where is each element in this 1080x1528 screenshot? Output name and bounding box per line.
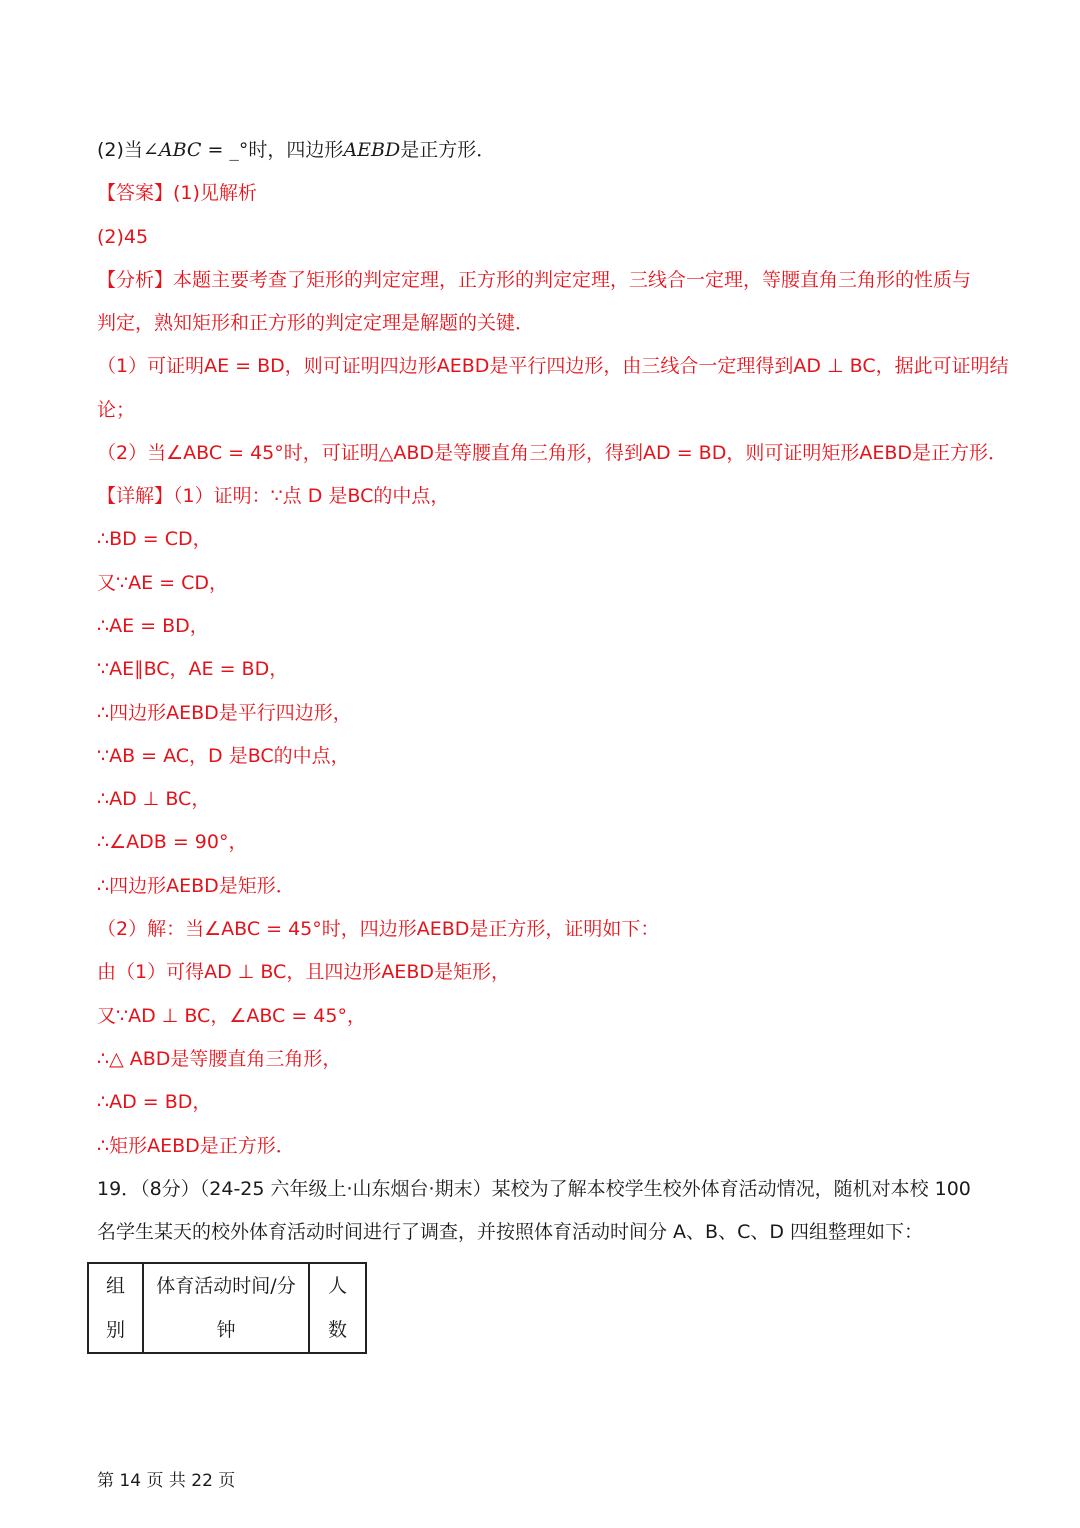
q19-line-1: 19．（8分）（24-25 六年级上·山东烟台·期末）某校为了解本校学生校外体育活动情况，随机对本校 100 <box>97 1178 971 1200</box>
header-count-line2: 数 <box>327 1319 347 1341</box>
solution-line-2: 又∵AE = CD， <box>97 572 228 594</box>
analysis-line-1: 【分析】本题主要考查了矩形的判定定理，正方形的判定定理，三线合一定理，等腰直角三角形的性质与 <box>97 269 972 291</box>
analysis-line-5: （2）当∠ABC = 45°时，可证明△ABD是等腰直角三角形，得到AD = BD，则可证明矩形AEBD是正方形． <box>97 442 1007 464</box>
solution-line-7: ∴AD ⊥ BC， <box>97 788 211 810</box>
page-footer: 第 14 页 共 22 页 <box>97 1471 236 1491</box>
activity-table <box>87 1262 367 1354</box>
answer-line <box>97 181 257 205</box>
solution-line-3: ∴AE = BD， <box>97 615 209 637</box>
header-count <box>309 1263 366 1353</box>
solution-line-14: ∴AD = BD， <box>97 1091 212 1113</box>
header-count-line1: 人 <box>327 1275 347 1297</box>
q2-prefix: (2)当 <box>97 139 143 161</box>
header-group-line1: 组 <box>105 1275 125 1297</box>
header-time <box>143 1263 309 1353</box>
answer-label: 【答案】 <box>97 182 174 204</box>
solution-line-13: ∴△ ABD是等腰直角三角形， <box>97 1048 342 1070</box>
solution-line-6: ∵AB = AC，D 是BC的中点， <box>97 745 350 767</box>
analysis-line-4: 论； <box>97 399 136 421</box>
solution-line-1: ∴BD = CD， <box>97 528 212 550</box>
header-group-line2: 别 <box>105 1319 125 1341</box>
q2-angle: ∠ABC = _ <box>142 139 239 161</box>
solution-line-8: ∴∠ADB = 90°， <box>97 831 248 853</box>
header-time-line2: 钟 <box>216 1319 236 1341</box>
header-time-line1: 体育活动时间/分 <box>156 1275 296 1297</box>
header-group <box>88 1263 143 1353</box>
solution-line-11: 由（1）可得AD ⊥ BC，且四边形AEBD是矩形， <box>97 961 510 983</box>
solution-line-0: 【详解】（1）证明：∵点 D 是BC的中点， <box>97 485 450 507</box>
solution-line-4: ∵AE∥BC，AE = BD， <box>97 658 289 680</box>
solution-line-12: 又∵AD ⊥ BC，∠ABC = 45°， <box>97 1005 366 1027</box>
solution-line-15: ∴矩形AEBD是正方形． <box>97 1135 295 1157</box>
q2-end: 是正方形． <box>400 139 496 161</box>
q2-suffix: °时，四边形 <box>238 139 344 161</box>
analysis-line-3: （1）可证明AE = BD，则可证明四边形AEBD是平行四边形，由三线合一定理得到AD ⊥ BC，据此可证明结 <box>97 355 1009 377</box>
answer-part1: (1)见解析 <box>173 182 257 204</box>
solution-line-5: ∴四边形AEBD是平行四边形， <box>97 702 352 724</box>
q2-shape: AEBD <box>343 139 401 161</box>
answer-part2: (2)45 <box>97 226 149 248</box>
solution-line-9: ∴四边形AEBD是矩形． <box>97 875 295 897</box>
table-header-row <box>88 1263 366 1353</box>
question-part2 <box>97 138 495 162</box>
solution-line-10: （2）解：当∠ABC = 45°时，四边形AEBD是正方形，证明如下： <box>97 918 660 940</box>
analysis-line-2: 判定，熟知矩形和正方形的判定定理是解题的关键． <box>97 312 535 334</box>
q19-line-2: 名学生某天的校外体育活动时间进行了调查，并按照体育活动时间分 A、B、C、D 四组整理如下： <box>97 1221 924 1243</box>
